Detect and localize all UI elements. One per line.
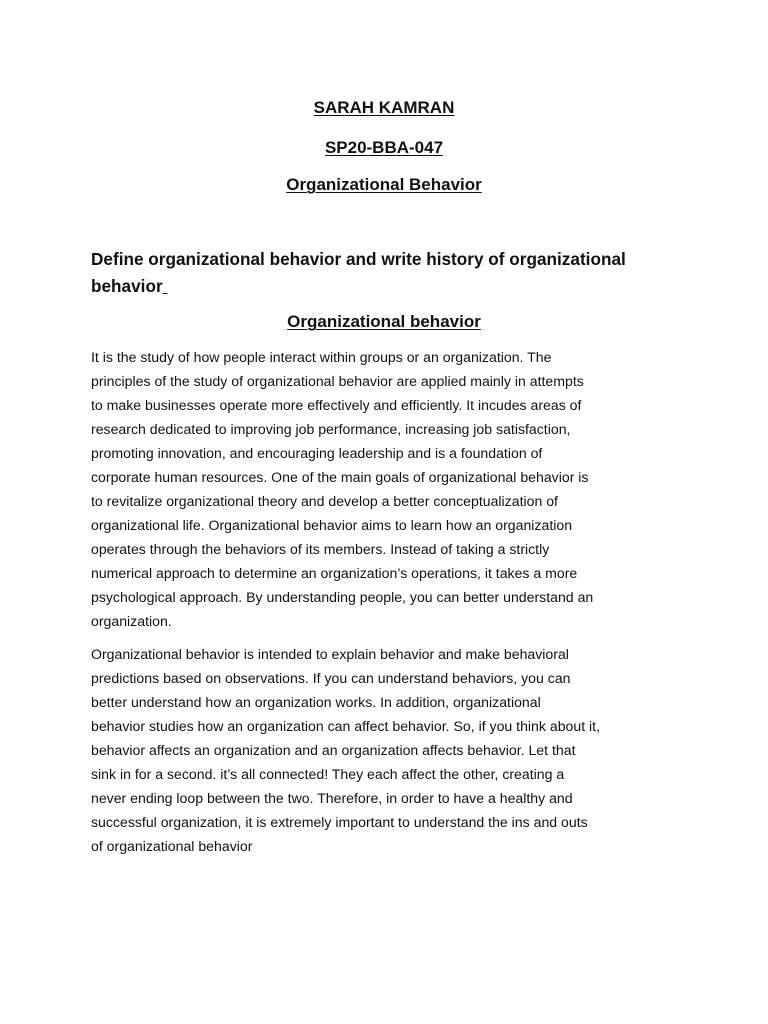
paragraph-line: corporate human resources. One of the main goals of organizational behavior is bbox=[91, 469, 589, 485]
paragraph-line: organizational life. Organizational behavior aims to learn how an organization bbox=[91, 517, 573, 533]
paragraph-line: It is the study of how people interact within groups or an organization. The bbox=[91, 349, 552, 365]
paragraph-line: organization. bbox=[91, 613, 172, 629]
paragraph-line: principles of the study of organizational behavior are applied mainly in attempts bbox=[91, 373, 584, 389]
paragraph-line: better understand how an organization works. In addition, organizational bbox=[91, 694, 541, 710]
paragraph-line: behavior studies how an organization can affect behavior. So, if you think about it, bbox=[91, 718, 601, 734]
section-heading: Organizational behavior bbox=[287, 312, 481, 331]
paragraph-line: of organizational behavior bbox=[91, 838, 253, 854]
paragraph-line: research dedicated to improving job performance, increasing job satisfaction, bbox=[91, 421, 571, 437]
student-id: SP20-BBA-047 bbox=[324, 138, 444, 157]
paragraph-line: sink in for a second. it’s all connected! They each affect the other, creating a bbox=[91, 766, 565, 782]
assignment-question bbox=[91, 246, 691, 300]
paragraph-line: successful organization, it is extremely important to understand the ins and outs bbox=[91, 814, 588, 830]
paragraph-line: to make businesses operate more effectively and efficiently. It incudes areas of bbox=[91, 397, 582, 413]
question-line-1: Define organizational behavior and write history of organizational bbox=[91, 249, 626, 269]
paragraph-line: behavior affects an organization and an organization affects behavior. Let that bbox=[91, 742, 576, 758]
paragraph-line: promoting innovation, and encouraging leadership and is a foundation of bbox=[91, 445, 543, 461]
paragraph-line: psychological approach. By understanding people, you can better understand an bbox=[91, 589, 594, 605]
question-line-2-text: behavior bbox=[91, 276, 163, 296]
paragraph-line: predictions based on observations. If you can understand behaviors, you can bbox=[91, 670, 571, 686]
question-line-2 bbox=[91, 273, 691, 300]
author-name: SARAH KAMRAN bbox=[313, 98, 455, 117]
question-line-2-trail bbox=[163, 276, 168, 296]
paragraph-line: operates through the behaviors of its members. Instead of taking a strictly bbox=[91, 541, 550, 557]
paragraph-line: numerical approach to determine an organization’s operations, it takes a more bbox=[91, 565, 578, 581]
paragraph-1 bbox=[91, 345, 691, 633]
course-title: Organizational Behavior bbox=[286, 175, 482, 194]
paragraph-line: Organizational behavior is intended to explain behavior and make behavioral bbox=[91, 646, 569, 662]
paragraph-line: to revitalize organizational theory and develop a better conceptualization of bbox=[91, 493, 558, 509]
paragraph-line: never ending loop between the two. Therefore, in order to have a healthy and bbox=[91, 790, 573, 806]
paragraph-2 bbox=[91, 642, 691, 858]
